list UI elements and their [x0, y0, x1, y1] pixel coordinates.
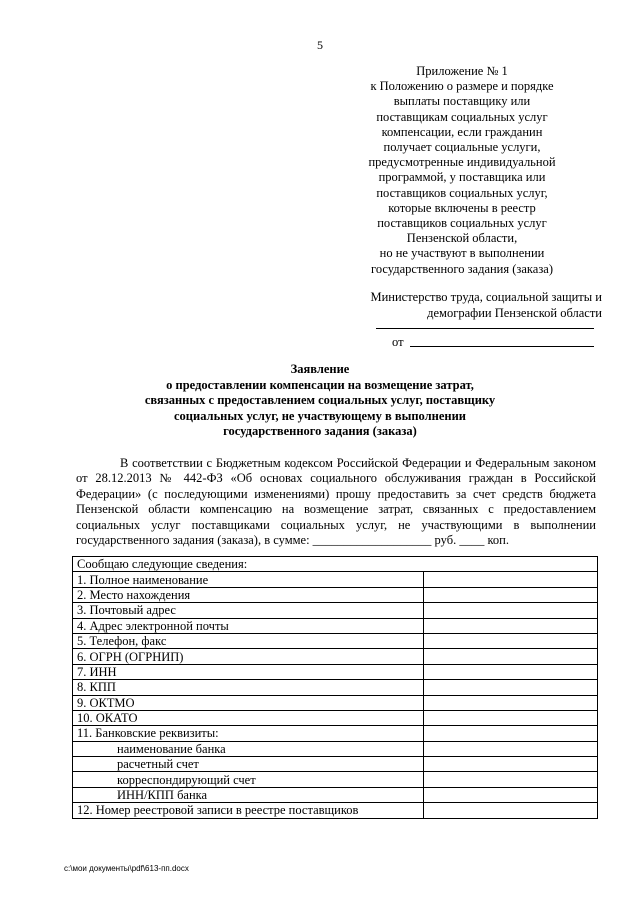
table-row [73, 695, 598, 710]
appendix-line: компенсации, если гражданин [381, 124, 543, 139]
row-value-cell[interactable] [424, 726, 598, 741]
row-label: ИНН/КПП банка [73, 787, 424, 802]
appendix-block [330, 64, 594, 277]
row-label: наименование банка [73, 741, 424, 756]
table-header: Сообщаю следующие сведения: [73, 557, 598, 572]
title-line: Заявление [290, 362, 350, 376]
row-label: 1. Полное наименование [73, 572, 424, 587]
table-row [73, 772, 598, 787]
from-line [392, 335, 594, 349]
table-row [73, 603, 598, 618]
addressee-line: демографии Пензенской области [427, 306, 602, 320]
row-value-cell[interactable] [424, 603, 598, 618]
appendix-line: поставщиков социальных услуг, [376, 185, 548, 200]
row-value-cell[interactable] [424, 649, 598, 664]
row-label: 3. Почтовый адрес [73, 603, 424, 618]
page-number: 5 [317, 38, 323, 52]
row-value-cell[interactable] [424, 772, 598, 787]
row-value-cell[interactable] [424, 695, 598, 710]
row-value-cell[interactable] [424, 664, 598, 679]
table-row [73, 572, 598, 587]
appendix-line: программой, у поставщика или [378, 170, 546, 185]
row-label: 7. ИНН [73, 664, 424, 679]
title-line: государственного задания (заказа) [223, 424, 417, 438]
row-value-cell[interactable] [424, 572, 598, 587]
row-value-cell[interactable] [424, 587, 598, 602]
title-line: о предоставлении компенсации на возмещение затрат, [166, 377, 474, 392]
appendix-line: к Положению о размере и порядке [370, 79, 554, 94]
table-row [73, 664, 598, 679]
row-label: расчетный счет [73, 757, 424, 772]
appendix-line: поставщикам социальных услуг [376, 109, 548, 124]
row-label: 11. Банковские реквизиты: [73, 726, 424, 741]
row-value-cell[interactable] [424, 787, 598, 802]
body-text [76, 456, 596, 548]
row-value-cell[interactable] [424, 757, 598, 772]
row-label: 5. Телефон, факс [73, 633, 424, 648]
table-header-row [73, 557, 598, 572]
row-label: 8. КПП [73, 680, 424, 695]
appendix-line: поставщиков социальных услуг [377, 216, 547, 231]
row-value-cell[interactable] [424, 680, 598, 695]
from-blank-line [410, 346, 594, 347]
row-label: 2. Место нахождения [73, 587, 424, 602]
appendix-line: предусмотренные индивидуальной [368, 155, 556, 170]
row-label: 4. Адрес электронной почты [73, 618, 424, 633]
table-row [73, 587, 598, 602]
row-label: корреспондирующий счет [73, 772, 424, 787]
appendix-line: Пензенской области, [406, 231, 518, 246]
title-line: социальных услуг, не участвующему в выполнении [174, 408, 466, 423]
row-label: 6. ОГРН (ОГРНИП) [73, 649, 424, 664]
table-row [73, 741, 598, 756]
body-paragraph: В соответствии с Бюджетным кодексом Российской Федерации и Федеральным законом от 28.12.2013 № 442-ФЗ «Об основах социального обслуживания граждан в Российской Федерации» (с последующими изменениями) прошу предоставить за счет средств бюджета Пензенской области компенсацию на возмещение затрат, связанных с предоставлением социальных услуг поставщиками социальных услуг, не участвующими в выполнении государственного задания (заказа), в сумме: ___________________ руб. ____ коп. [76, 456, 596, 548]
info-table [72, 556, 598, 819]
table-row [73, 618, 598, 633]
file-path-footer: c:\мои документы\pdf\613-пп.docx [64, 864, 189, 873]
row-label: 10. ОКАТО [73, 710, 424, 725]
from-label: от [392, 335, 404, 349]
row-value-cell[interactable] [424, 803, 598, 818]
appendix-line: государственного задания (заказа) [371, 261, 553, 276]
table-row [73, 649, 598, 664]
title-line: связанных с предоставлением социальных услуг, поставщику [144, 393, 496, 407]
document-title [60, 362, 580, 440]
appendix-line: выплаты поставщику или [393, 94, 531, 109]
addressee-blank-line [376, 328, 594, 329]
table-row [73, 726, 598, 741]
addressee-line: Министерство труда, социальной защиты и [370, 290, 602, 304]
table-row [73, 633, 598, 648]
appendix-line: но не участвуют в выполнении [379, 246, 545, 261]
row-value-cell[interactable] [424, 710, 598, 725]
table-row [73, 680, 598, 695]
table-row [73, 757, 598, 772]
table-row [73, 803, 598, 818]
addressee-block [340, 289, 602, 321]
row-value-cell[interactable] [424, 618, 598, 633]
appendix-line: получает социальные услуги, [383, 140, 541, 155]
table-row [73, 787, 598, 802]
row-value-cell[interactable] [424, 633, 598, 648]
row-label: 9. ОКТМО [73, 695, 424, 710]
appendix-line: которые включены в реестр [388, 200, 536, 215]
row-value-cell[interactable] [424, 741, 598, 756]
table-row [73, 710, 598, 725]
row-label: 12. Номер реестровой записи в реестре поставщиков [73, 803, 424, 818]
appendix-line: Приложение № 1 [416, 64, 508, 78]
